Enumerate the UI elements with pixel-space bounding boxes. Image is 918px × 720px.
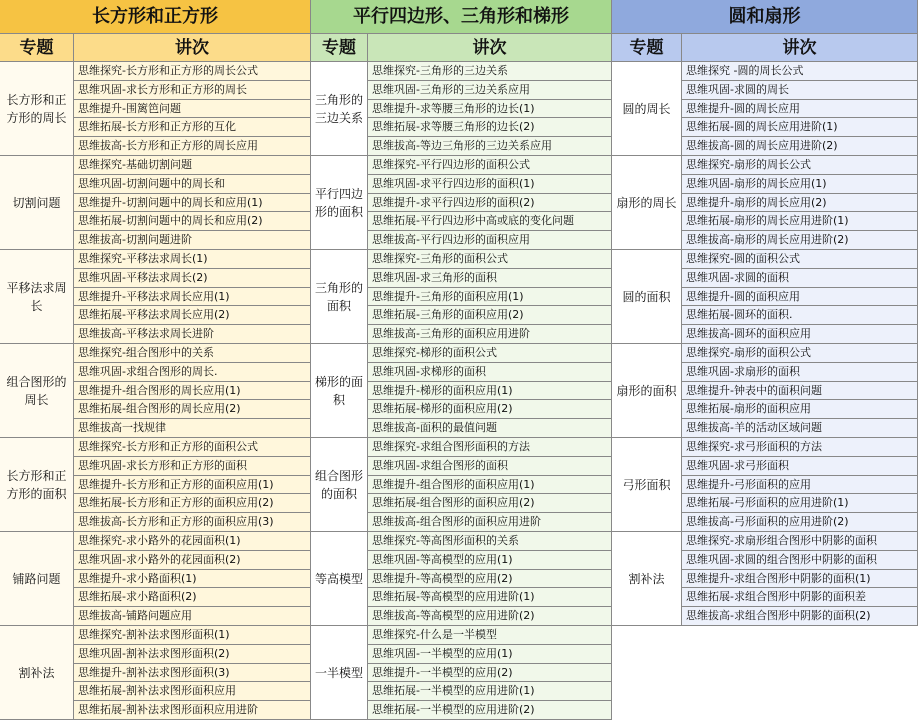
header-lesson: 讲次 [368,34,612,62]
topic-cell: 割补法 [612,532,682,626]
lesson-row: 思维巩固-求长方形和正方形的周长 [74,81,311,100]
lesson-row: 思维拓展-等高模型的应用进阶(1) [368,588,612,607]
lesson-row: 思维拓展-圆环的面积. [682,306,918,325]
lesson-row: 思维拓展-求等腰三角形的边长(2) [368,118,612,137]
lesson-row: 思维探究-基础切割问题 [74,156,311,175]
lesson-row: 思维巩固-求圆的组合图形中阴影的面积 [682,551,918,570]
lesson-row: 思维探究-梯形的面积公式 [368,344,612,363]
lesson-row: 思维拓展-平移法求周长应用(2) [74,306,311,325]
lesson-row: 思维拓展-求小路面积(2) [74,588,311,607]
lesson-row: 思维拔高-羊的活动区域问题 [682,419,918,438]
lesson-row: 思维提升-钟表中的面积问题 [682,382,918,401]
topic-cell: 扇形的周长 [612,156,682,250]
lesson-row: 思维巩固-求圆的周长 [682,81,918,100]
header-lesson: 讲次 [74,34,311,62]
lesson-row: 思维拓展-割补法求图形面积应用进阶 [74,701,311,720]
section-1 [0,0,311,720]
lesson-row: 思维探究 -圆的周长公式 [682,62,918,81]
topic-cell: 割补法 [0,626,74,720]
lesson-row: 思维拔高-长方形和正方形的周长应用 [74,137,311,156]
lesson-row: 思维提升-等高模型的应用(2) [368,570,612,589]
lesson-row: 思维拔高-扇形的周长应用进阶(2) [682,231,918,250]
lesson-row: 思维提升-圆的周长应用 [682,100,918,119]
lesson-row: 思维巩固-割补法求图形面积(2) [74,645,311,664]
topic-cell: 铺路问题 [0,532,74,626]
lesson-row: 思维拓展-切割问题中的周长和应用(2) [74,212,311,231]
lesson-row: 思维拔高-圆环的面积应用 [682,325,918,344]
lesson-row: 思维巩固-切割问题中的周长和 [74,175,311,194]
lesson-row: 思维探究-扇形的面积公式 [682,344,918,363]
lesson-row: 思维探究-求小路外的花园面积(1) [74,532,311,551]
lesson-row: 思维探究-求扇形组合图形中阴影的面积 [682,532,918,551]
lesson-row: 思维巩固-求组合图形的面积 [368,457,612,476]
lesson-row: 思维拓展-圆的周长应用进阶(1) [682,118,918,137]
lesson-row: 思维拔高-等边三角形的三边关系应用 [368,137,612,156]
topic-cell: 平行四边形的面积 [311,156,368,250]
lesson-row: 思维探究-扇形的周长公式 [682,156,918,175]
lesson-row: 思维拔高-等高模型的应用进阶(2) [368,607,612,626]
lesson-row: 思维巩固-三角形的三边关系应用 [368,81,612,100]
topic-cell: 组合图形的面积 [311,438,368,532]
lesson-row: 思维拓展-扇形的面积应用 [682,400,918,419]
lesson-row: 思维拓展-割补法求图形面积应用 [74,682,311,701]
section-2 [311,0,612,720]
lesson-row: 思维提升-平移法求周长应用(1) [74,288,311,307]
lesson-row: 思维提升-圆的面积应用 [682,288,918,307]
lesson-row: 思维拔高-面积的最值问题 [368,419,612,438]
lesson-row: 思维探究-长方形和正方形的面积公式 [74,438,311,457]
topic-cell: 弓形面积 [612,438,682,532]
lesson-row: 思维探究-平行四边形的面积公式 [368,156,612,175]
lesson-row: 思维拓展-三角形的面积应用(2) [368,306,612,325]
lesson-row: 思维拓展-扇形的周长应用进阶(1) [682,212,918,231]
topic-cell: 一半模型 [311,626,368,720]
lesson-row: 思维巩固-求三角形的面积 [368,269,612,288]
section-title: 圆和扇形 [612,0,918,34]
lesson-row: 思维巩固-等高模型的应用(1) [368,551,612,570]
lesson-row: 思维拓展-一半模型的应用进阶(1) [368,682,612,701]
lesson-row: 思维探究-圆的面积公式 [682,250,918,269]
header-topic: 专题 [612,34,682,62]
lesson-row: 思维拔高-平移法求周长进阶 [74,325,311,344]
topic-cell: 长方形和正方形的周长 [0,62,74,156]
lesson-row: 思维拔高-弓形面积的应用进阶(2) [682,513,918,532]
lesson-row: 思维探究-求组合图形面积的方法 [368,438,612,457]
lesson-row: 思维拓展-弓形面积的应用进阶(1) [682,494,918,513]
lesson-row: 思维拔高-长方形和正方形的面积应用(3) [74,513,311,532]
header-topic: 专题 [311,34,368,62]
lesson-row: 思维巩固-求弓形面积 [682,457,918,476]
lesson-row: 思维提升-梯形的面积应用(1) [368,382,612,401]
lesson-row: 思维提升-一半模型的应用(2) [368,664,612,683]
lesson-row: 思维拔高-切割问题进阶 [74,231,311,250]
lesson-row: 思维提升-围篱笆问题 [74,100,311,119]
lesson-row: 思维提升-求小路面积(1) [74,570,311,589]
lesson-row: 思维拔高-求组合图形中阴影的面积(2) [682,607,918,626]
topic-cell: 平移法求周长 [0,250,74,344]
topic-cell: 三角形的三边关系 [311,62,368,156]
section-title: 平行四边形、三角形和梯形 [311,0,612,34]
section-3 [612,0,918,720]
lesson-row: 思维巩固-求平行四边形的面积(1) [368,175,612,194]
lesson-row: 思维提升-三角形的面积应用(1) [368,288,612,307]
lesson-row: 思维巩固-求圆的面积 [682,269,918,288]
topic-cell: 扇形的面积 [612,344,682,438]
lesson-row: 思维提升-求等腰三角形的边长(1) [368,100,612,119]
lesson-row: 思维拓展-组合图形的面积应用(2) [368,494,612,513]
lesson-row: 思维探究-平移法求周长(1) [74,250,311,269]
topic-cell: 梯形的面积 [311,344,368,438]
lesson-row: 思维拔高-圆的周长应用进阶(2) [682,137,918,156]
lesson-row: 思维拓展-梯形的面积应用(2) [368,400,612,419]
header-lesson: 讲次 [682,34,918,62]
lesson-row: 思维巩固-扇形的周长应用(1) [682,175,918,194]
lesson-row: 思维巩固-求长方形和正方形的面积 [74,457,311,476]
lesson-row: 思维探究-组合图形中的关系 [74,344,311,363]
lesson-row: 思维拔高-平行四边形的面积应用 [368,231,612,250]
lesson-row: 思维探究-什么是一半模型 [368,626,612,645]
lesson-row: 思维探究-割补法求图形面积(1) [74,626,311,645]
lesson-row: 思维提升-切割问题中的周长和应用(1) [74,194,311,213]
lesson-row: 思维拓展-求组合图形中阴影的面积差 [682,588,918,607]
lesson-row: 思维探究-三角形的面积公式 [368,250,612,269]
lesson-row: 思维提升-求平行四边形的面积(2) [368,194,612,213]
topic-cell: 长方形和正方形的面积 [0,438,74,532]
lesson-row: 思维提升-长方形和正方形的面积应用(1) [74,476,311,495]
lesson-row: 思维巩固-求小路外的花园面积(2) [74,551,311,570]
topic-cell: 切割问题 [0,156,74,250]
lesson-row: 思维巩固-求扇形的面积 [682,363,918,382]
lesson-row: 思维巩固-平移法求周长(2) [74,269,311,288]
topic-cell: 三角形的面积 [311,250,368,344]
lesson-row: 思维巩固-求组合图形的周长. [74,363,311,382]
topic-cell: 圆的周长 [612,62,682,156]
lesson-row: 思维拓展-组合图形的周长应用(2) [74,400,311,419]
lesson-row: 思维巩固-一半模型的应用(1) [368,645,612,664]
lesson-row: 思维探究-等高图形面积的关系 [368,532,612,551]
lesson-row: 思维拓展-一半模型的应用进阶(2) [368,701,612,720]
lesson-row: 思维探究-求弓形面积的方法 [682,438,918,457]
lesson-row: 思维提升-扇形的周长应用(2) [682,194,918,213]
topic-cell: 等高模型 [311,532,368,626]
lesson-row: 思维提升-弓形面积的应用 [682,476,918,495]
lesson-row: 思维提升-求组合图形中阴影的面积(1) [682,570,918,589]
section-title: 长方形和正方形 [0,0,311,34]
lesson-row: 思维拔高-三角形的面积应用进阶 [368,325,612,344]
lesson-row: 思维提升-组合图形的周长应用(1) [74,382,311,401]
lesson-row: 思维提升-割补法求图形面积(3) [74,664,311,683]
header-topic: 专题 [0,34,74,62]
lesson-row: 思维拓展-长方形和正方形的面积应用(2) [74,494,311,513]
lesson-row: 思维提升-组合图形的面积应用(1) [368,476,612,495]
lesson-row: 思维巩固-求梯形的面积 [368,363,612,382]
lesson-row: 思维拓展-长方形和正方形的互化 [74,118,311,137]
topic-cell: 组合图形的周长 [0,344,74,438]
lesson-row: 思维拓展-平行四边形中高或底的变化问题 [368,212,612,231]
topic-cell: 圆的面积 [612,250,682,344]
lesson-row: 思维探究-长方形和正方形的周长公式 [74,62,311,81]
lesson-row: 思维拔高一找规律 [74,419,311,438]
lesson-row: 思维拔高-组合图形的面积应用进阶 [368,513,612,532]
lesson-row: 思维探究-三角形的三边关系 [368,62,612,81]
lesson-row: 思维拔高-铺路问题应用 [74,607,311,626]
